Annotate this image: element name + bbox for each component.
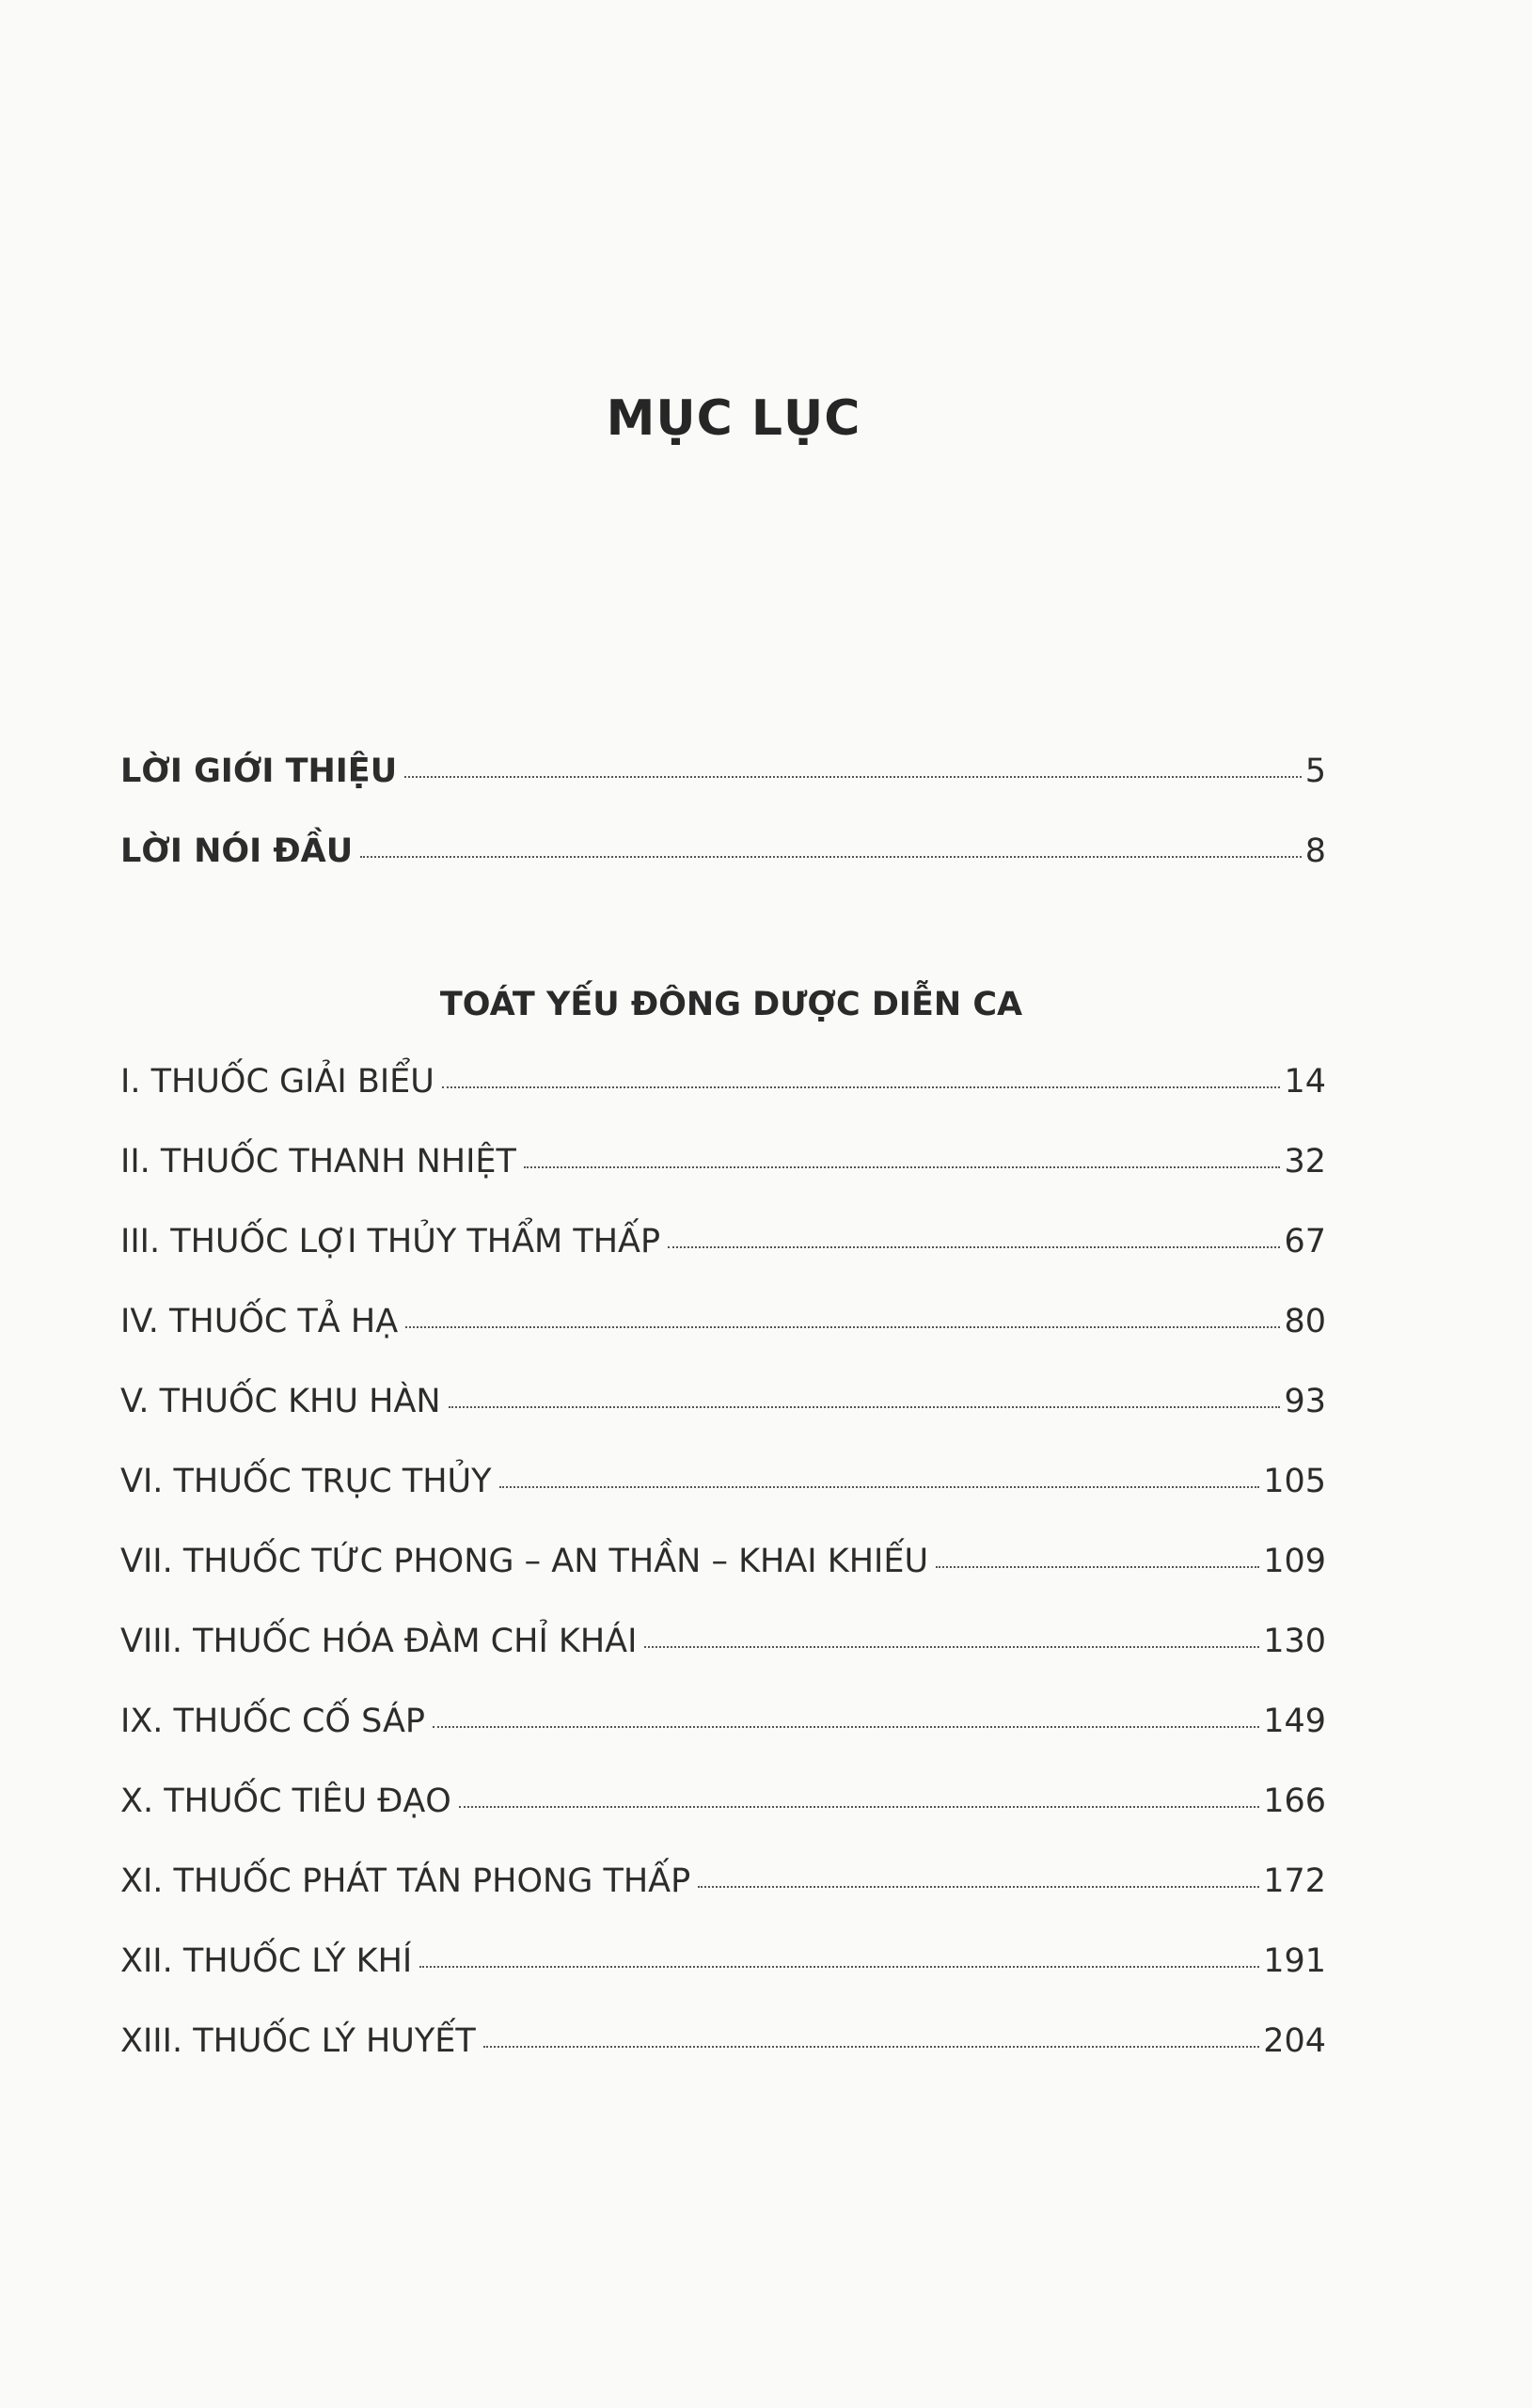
dot-leader — [936, 1566, 1259, 1568]
toc-entry-label: VII. THUỐC TỨC PHONG – AN THẦN – KHAI KHIẾU — [120, 1543, 929, 1580]
dot-leader — [405, 1326, 1280, 1328]
front-matter-list — [120, 752, 1326, 912]
toc-entry-label: XI. THUỐC PHÁT TÁN PHONG THẤP — [120, 1862, 691, 1900]
dot-leader — [433, 1726, 1259, 1728]
toc-entry-page: 166 — [1263, 1782, 1326, 1820]
toc-entry-label: I. THUỐC GIẢI BIỂU — [120, 1063, 434, 1101]
toc-entry-chapter[interactable] — [120, 1782, 1326, 1862]
toc-entry-chapter[interactable] — [120, 1143, 1326, 1223]
toc-entry-page: 80 — [1284, 1303, 1326, 1340]
toc-entry-page: 14 — [1284, 1063, 1326, 1101]
toc-entry-chapter[interactable] — [120, 1063, 1326, 1143]
toc-entry-preface[interactable] — [120, 832, 1326, 912]
dot-leader — [360, 856, 1302, 858]
toc-entry-page: 105 — [1263, 1463, 1326, 1500]
dot-leader — [668, 1246, 1280, 1248]
toc-entry-chapter[interactable] — [120, 1383, 1326, 1463]
toc-entry-label: XII. THUỐC LÝ KHÍ — [120, 1942, 413, 1980]
toc-entry-label: III. THUỐC LỢI THỦY THẨM THẤP — [120, 1223, 661, 1260]
toc-entry-chapter[interactable] — [120, 1623, 1326, 1703]
toc-entry-label: IV. THUỐC TẢ HẠ — [120, 1303, 399, 1340]
toc-entry-page: 32 — [1284, 1143, 1326, 1180]
toc-entry-page: 93 — [1284, 1383, 1326, 1420]
chapter-list — [120, 1063, 1326, 2102]
toc-entry-chapter[interactable] — [120, 1942, 1326, 2022]
dot-leader — [644, 1646, 1259, 1648]
toc-entry-page: 172 — [1263, 1862, 1326, 1900]
dot-leader — [419, 1966, 1259, 1968]
toc-entry-chapter[interactable] — [120, 1543, 1326, 1623]
toc-entry-label: IX. THUỐC CỐ SÁP — [120, 1703, 426, 1740]
toc-entry-label: X. THUỐC TIÊU ĐẠO — [120, 1782, 451, 1820]
dot-leader — [483, 2046, 1259, 2048]
toc-entry-label: XIII. THUỐC LÝ HUYẾT — [120, 2022, 476, 2060]
dot-leader — [404, 776, 1302, 778]
toc-entry-chapter[interactable] — [120, 1303, 1326, 1383]
dot-leader — [442, 1086, 1281, 1088]
dot-leader — [499, 1486, 1260, 1488]
toc-entry-chapter[interactable] — [120, 1223, 1326, 1303]
toc-entry-page: 8 — [1304, 832, 1326, 870]
toc-entry-page: 109 — [1263, 1543, 1326, 1580]
toc-entry-page: 149 — [1263, 1703, 1326, 1740]
toc-entry-chapter[interactable] — [120, 1703, 1326, 1782]
toc-entry-page: 130 — [1263, 1623, 1326, 1660]
section-heading: TOÁT YẾU ĐÔNG DƯỢC DIỄN CA — [439, 986, 1023, 1023]
toc-entry-page: 67 — [1284, 1223, 1326, 1260]
toc-entry-page: 204 — [1263, 2022, 1326, 2060]
toc-entry-label: LỜI GIỚI THIỆU — [120, 752, 398, 790]
toc-entry-label: V. THUỐC KHU HÀN — [120, 1383, 441, 1420]
toc-entry-chapter[interactable] — [120, 1862, 1326, 1942]
toc-entry-label: VIII. THUỐC HÓA ĐÀM CHỈ KHÁI — [120, 1623, 638, 1660]
dot-leader — [459, 1806, 1259, 1808]
page-title: MỤC LỤC — [606, 390, 861, 447]
toc-entry-page: 5 — [1304, 752, 1326, 790]
toc-entry-chapter[interactable] — [120, 2022, 1326, 2102]
dot-leader — [524, 1166, 1281, 1168]
dot-leader — [698, 1886, 1259, 1888]
toc-entry-chapter[interactable] — [120, 1463, 1326, 1543]
toc-entry-label: VI. THUỐC TRỤC THỦY — [120, 1463, 492, 1500]
toc-entry-label: LỜI NÓI ĐẦU — [120, 832, 354, 870]
toc-entry-page: 191 — [1263, 1942, 1326, 1980]
toc-entry-introduction[interactable] — [120, 752, 1326, 832]
dot-leader — [449, 1406, 1281, 1408]
toc-entry-label: II. THUỐC THANH NHIỆT — [120, 1143, 516, 1180]
